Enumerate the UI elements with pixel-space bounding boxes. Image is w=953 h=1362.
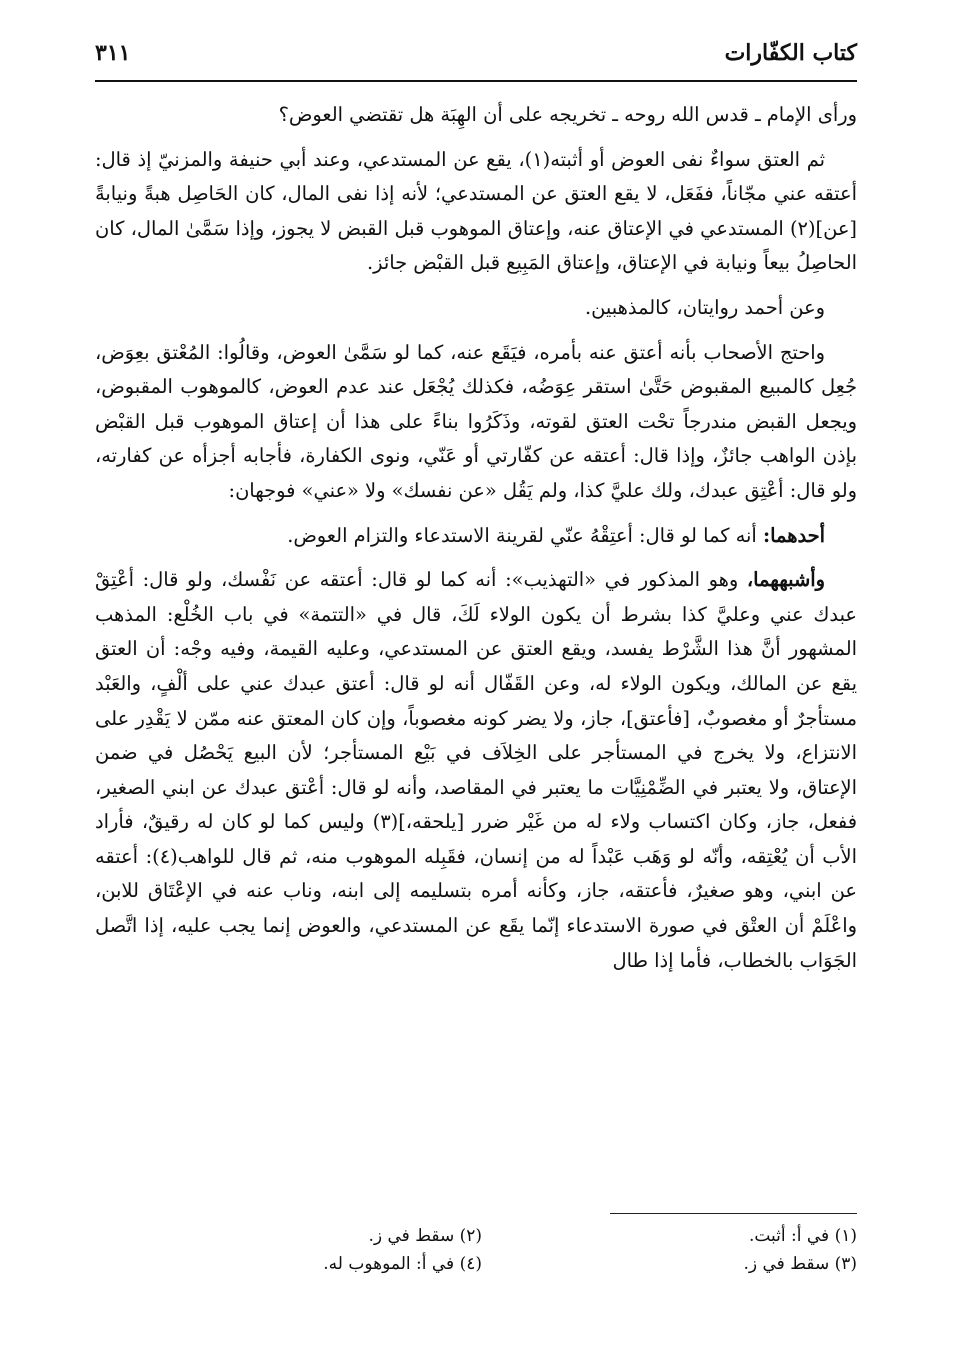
paragraph-1: ورأى الإمام ـ قدس الله روحه ـ تخريجه على أن الهِبَة هل تقتضي العوض؟ [278,103,857,126]
page-header [95,40,857,80]
paragraph-4: واحتج الأصحاب بأنه أعتق عنه بأمره، فيَقَع عنه، كما لو سَمَّىٰ العوض، وقالُوا: المُعْتق بعِوَض، جُعِل كالمبيع المقبوض حَتَّىٰ استقر عِوَضُه، فكذلك يُجْعَل عند عدم العوض، كالموهوب المقبوض، ويجعل القبض مندرجاً تحْت العتق لقوته، وذَكَرُوا بناءً على هذا أن إعتاق الموهوب قبل القبْض بإذن الواهب جائزٌ، وإذا قال: أعتقه عن كفّارتي أو عَنّي، ونوى الكفارة، فأجابه أجزأه عن كفارته، ولو قال: أعْتِق عبدك، ولك عليَّ كذا، ولم يَقُل «عن نفسك» ولا «عني» فوجهان: [95,340,857,502]
first-view-lead: أحدهما: [762,523,825,547]
second-view-lead: وأشبههما، [746,568,825,592]
footnote-1: (١) في أ: أثبت. [748,1226,857,1246]
paragraph-3: وعن أحمد روايتان، كالمذهبين. [584,295,825,319]
first-view-text: أنه كما لو قال: أعتِقْهُ عنّي لقرينة الاستدعاء والتزام العوض. [287,523,763,547]
footnote-rule [610,1213,857,1214]
footnote-4: (٤) في أ: الموهوب له. [323,1254,482,1274]
footnote-2: (٢) سقط في ز. [368,1226,482,1246]
main-text [95,98,857,1178]
running-title: كتاب الكفّارات [724,40,857,66]
paragraph-first-view [95,519,857,554]
footnote-3: (٣) سقط في ز. [743,1254,857,1274]
second-view-text: وهو المذكور في «التهذيب»: أنه كما لو قال: أعتقه عن نَفْسك، ولو قال: أعْتِقْ عبدك عني وعليَّ كذا بشرط أن يكون الولاء لَكَ، قال في «التتمة» في باب الخُلْع: المذهب المشهور أنَّ هذا الشَّرْط يفسد، ويقع العتق عن المستدعي، وعليه القيمة، وفيه وجْه: أن العتق يقع عن المالك، ويكون الولاء له، وعن القَفّال أنه لو قال: أعتق عبدك عني على ألْفٍ، والعَبْد مستأجرٌ أو مغصوبٌ، [فأعتق]، جاز، ولا يضر كونه مغصوباً، وإن كان المعتق عنه ممّن لا يَقْدِر على الانتزاع، ولا يخرج في المستأجر على الخِلاَف في بَيْع المستأجر؛ لأن البيع يَحْصُل في ضمن الإعتاق، ولا يعتبر في الضِّمْنِيَّات ما يعتبر في المقاصد، وأنه لو قال: أعْتق عبدك عن ابني الصغير، ففعل، جاز، وكان اكتساب ولاء له من غَيْر ضرر [يلحقه،](٣) وليس كما لو كان له رقيقٌ، فأراد الأب أن يُعْتِقه، وأنّه لو وَهَب عَبْداً له من إنسان، فقَبِله الموهوب منه، ثم قال للواهب(٤): أعتقه عن ابني، وهو صغيرٌ، فأعتقه، جاز، وكأنه أمره بتسليمه إلى ابنه، وناب عنه في الإعْتَاق للابن، واعْلَمْ أن العتْق في صورة الاستدعاء إنّما يقَع عن المستدعي، والعوض إنما يجب عليه، إذا اتَّصل الجَوَاب بالخطاب، فأما إذا طال [95,568,857,972]
paragraph-second-view [95,563,857,978]
page-number: ٣١١ [95,40,131,66]
header-rule [95,80,857,82]
paragraph-2: ثم العتق سواءٌ نفى العوض أو أثبته(١)، يقع عن المستدعي، وعند أبي حنيفة والمزنيّ إذ قال: أعتقه عني مجّاناً، ففَعَل، لا يقع العتق عن المستدعي؛ لأنه إذا نفى المال، كان الحَاصِل هبةً ونيابةً [عن](٢) المستدعي في الإعتاق عنه، وإعتاق الموهوب قبل القبض لا يجوز، وإذا سَمَّىٰ المال، كان الحاصِلُ بيعاً ونيابة في الإعتاق، وإعتاق المَبِيع قبل القبْض جائز. [95,147,857,275]
footnotes [95,1222,857,1292]
